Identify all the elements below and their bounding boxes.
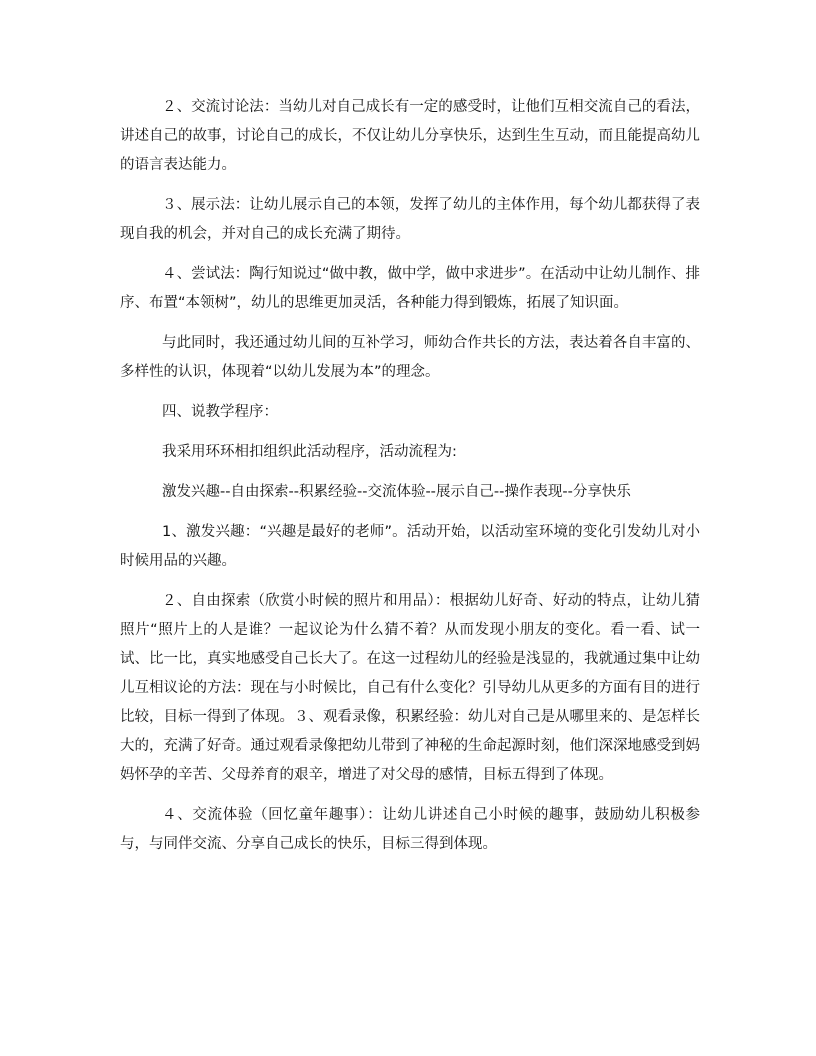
paragraph-display-method: ３、展示法：让幼儿展示自己的本领，发挥了幼儿的主体作用，每个幼儿都获得了表现自我的机会，并对自己的成长充满了期待。: [120, 197, 700, 242]
paragraph-procedure-intro: 我采用环环相扣组织此活动程序，活动流程为:: [162, 444, 457, 460]
paragraph-complementary-learning: 与此同时，我还通过幼儿间的互补学习，师幼合作共长的方法，表达着各自丰富的、多样性的认识，体现着“以幼儿发展为本”的理念。: [120, 335, 700, 380]
paragraph-step-explore: ２、自由探索（欣赏小时候的照片和用品）：根据幼儿好奇、好动的特点，让幼儿猜照片“照片上的人是谁？一起议论为什么猜不着？从而发现小朋友的变化。看一看、试一试、比一比，真实地感受自己长大了。在这一过程幼儿的经验是浅显的，我就通过集中让幼儿互相议论的方法：现在与小时候比，自己有什么变化？引导幼儿从更多的方面有目的进行比较，目标一得到了体现。３、观看录像，积累经验：幼儿对自己是从哪里来的、是怎样长大的，充满了好奇。通过观看录像把幼儿带到了神秘的生命起源时刻，他们深深地感受到妈妈怀孕的辛苦、父母养育的艰辛，增进了对父母的感情，目标五得到了体现。: [120, 593, 700, 783]
section-heading-teaching-procedure: 四、说教学程序：: [162, 404, 279, 420]
paragraph-discussion-method: ２、交流讨论法：当幼儿对自己成长有一定的感受时，让他们互相交流自己的看法，讲述自己的故事，讨论自己的成长，不仅让幼儿分享快乐，达到生生互动，而且能提高幼儿的语言表达能力。: [120, 99, 700, 173]
document-body: [120, 93, 700, 870]
paragraph-step-interest: 1、激发兴趣：“兴趣是最好的老师”。活动开始，以活动室环境的变化引发幼儿对小时候用品的兴趣。: [120, 524, 700, 569]
paragraph-trial-method: ４、尝试法：陶行知说过“做中教，做中学，做中求进步”。在活动中让幼儿制作、排序、布置“本领树”，幼儿的思维更加灵活，各种能力得到锻炼，拓展了知识面。: [120, 266, 700, 311]
paragraph-step-exchange: ４、交流体验（回忆童年趣事）：让幼儿讲述自己小时候的趣事，鼓励幼儿积极参与，与同伴交流、分享自己成长的快乐，目标三得到体现。: [120, 807, 700, 852]
paragraph-activity-flow: 激发兴趣--自由探索--积累经验--交流体验--展示自己--操作表现--分享快乐: [162, 484, 631, 500]
